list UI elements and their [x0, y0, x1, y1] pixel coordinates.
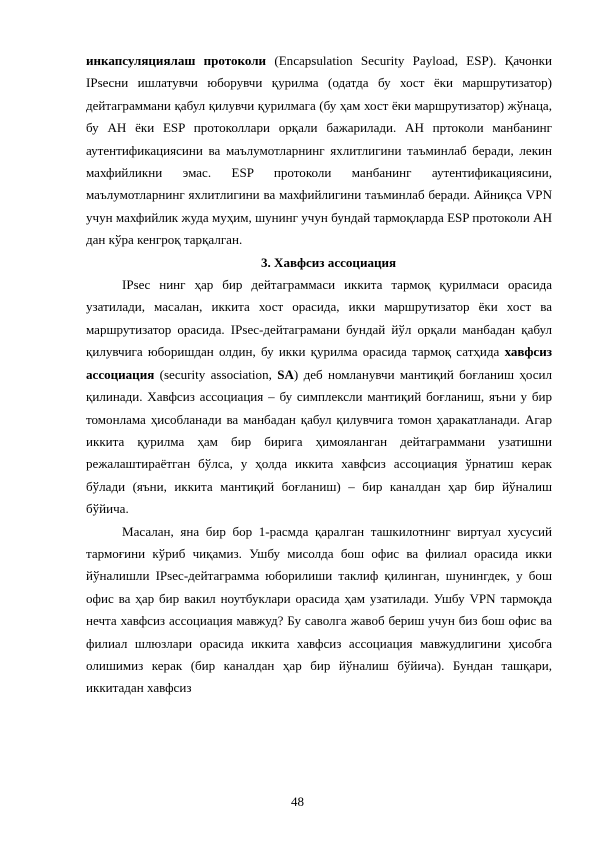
- term-sa-abbreviation: SA: [277, 366, 294, 382]
- term-security-association: хавфсиз ассоциация: [86, 344, 552, 382]
- document-page: [86, 50, 552, 700]
- term-encapsulation-protocol: инкапсуляциялаш протоколи: [86, 53, 267, 68]
- paragraph-sa-text-3: ) деб номланувчи мантиқий боғланиш ҳосил қилинади. Хавфсиз ассоциация – бу симплексли мантиқий боғланиш, яъни у бир томонлама ҳисобланади ва манбадан қабул қилувчига томон ҳаракатланади. Агар иккита қурилма ҳам бир бирига ҳимояланган дейтаграммани узатишни режалаштираётган бўлса, у ҳолда иккита хавфсиз ассоциация ўрнатиш керак бўлади (яъни, иккита мантиқий боғланиш) – бир каналдан ҳар бир йўналиш бўйича.: [86, 366, 553, 517]
- paragraph-esp-description: [86, 50, 552, 252]
- paragraph-sa-text-1: IPsec нинг ҳар бир дейтаграммаси иккита тармоқ қурилмаси орасида узатилади, масалан, иккита хост орасида, икки маршрутизатор ёки хост ва маршрутизатор орасида. IPsec-дейтаграмани бундай йўл орқали манбадан қабул қилувчига юборишдан олдин, бу икки қурилма орасида тармоқ сатҳида: [86, 277, 552, 360]
- paragraph-esp-text: (Encapsulation Security Payload, ESP). Қачонки IPsecни ишлатувчи юборувчи қурилма (одатда бу хост ёки маршрутизатор) дейтаграммани қабул қилувчи қурилмага (бу ҳам хост ёки маршрутизатор) жўнаца, бу AH ёки ESP протоколлари орқали бажарилади. AH пртоколи манбанинг аутентификациясини ва маълумотларнинг яхлитлигини таъминлаб беради, лекин махфийликни эмас. ESP протоколи манбанинг аутентификациясини, маълумотларнинг яхлитлигини ва махфийлигини таъминлаб беради. Айниқса VPN учун махфийлик жуда муҳим, шунинг учун бундай тармоқларда ESP протоколи AH дан кўра кенгроқ тарқалган.: [86, 53, 552, 248]
- paragraph-security-association: [86, 274, 552, 520]
- paragraph-vpn-example: Масалан, яна бир бор 1-расмда қаралган ташкилотнинг виртуал хусусий тармоғини кўриб чиқамиз. Ушбу мисолда бош офис ва филиал орасида икки йўналишли IPsec-дейтаграмма юборилиши таклиф қилинган, шунингдек, у бош офис ва ҳар бир вакил ноутбуклари орасида ҳам узатилади. Ушбу VPN тармоқда нечта хавфсиз ассоциация мавжуд? Бу саволга жавоб бериш учун биз бош офис ва филиал шлюзлари орасида иккита хавфсиз ассоциация мавжудлигини ҳисобга олишимиз керак (бир каналдан ҳар бир йўналиш бўйича). Бундан ташқари, иккитадан хавфсиз: [86, 523, 552, 696]
- page-number: 48: [291, 794, 304, 809]
- section-heading: 3. Хавфсиз ассоциация: [261, 254, 397, 270]
- paragraph-sa-text-2: (security association,: [154, 366, 278, 382]
